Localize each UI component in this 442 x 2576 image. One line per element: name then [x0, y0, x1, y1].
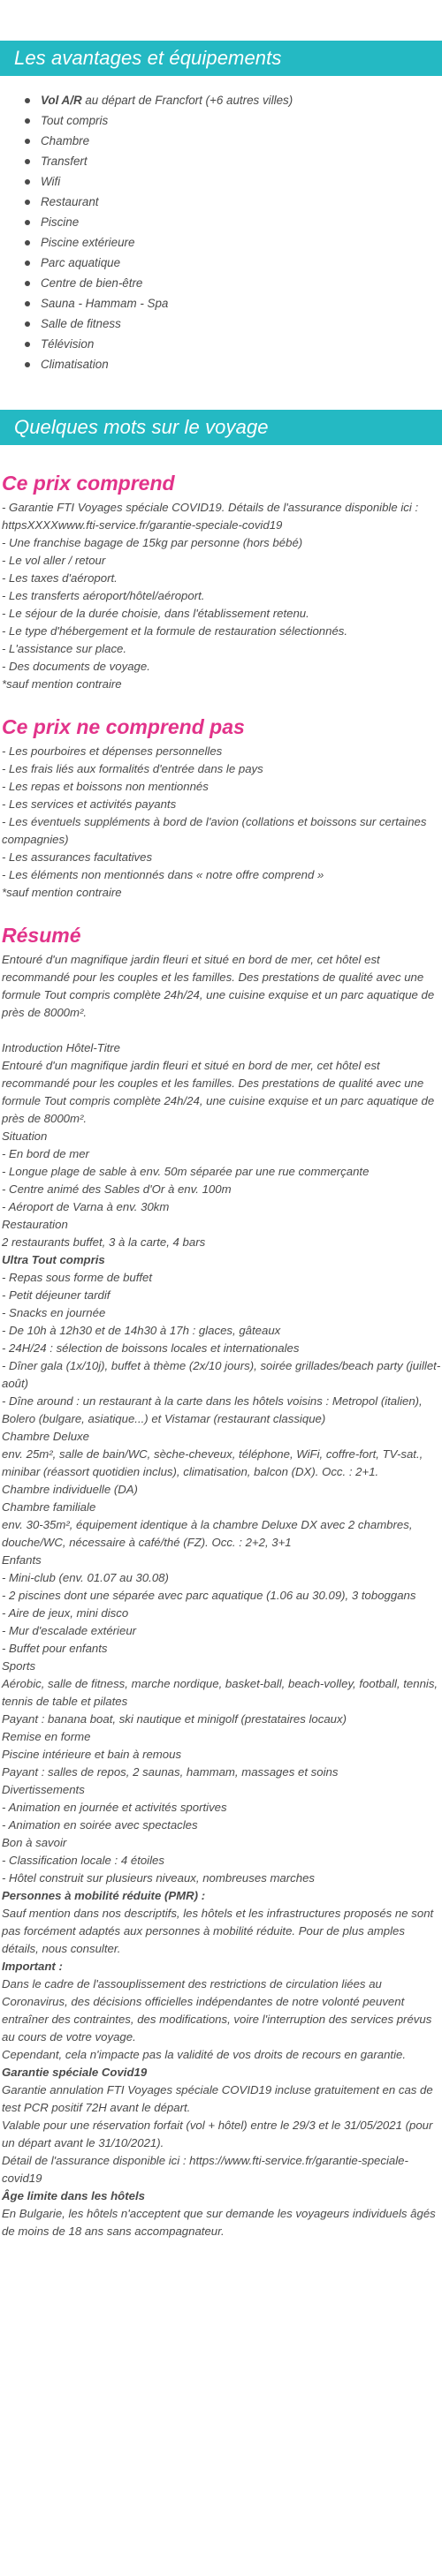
text-line: env. 25m², salle de bain/WC, sèche-cheveux, téléphone, WiFi, coffre-fort, TV-sat., minibar (réassort quotidien inclus), climatisation, balcon (DX). Occ. : 2+1. [2, 1447, 423, 1478]
text-line: - En bord de mer [2, 1147, 89, 1160]
text-line: Enfants [2, 1553, 42, 1567]
text-line: Entouré d'un magnifique jardin fleuri et situé en bord de mer, cet hôtel est recommandé pour les couples et les familles. Des prestations de qualité avec une formule Tout compris complète 24h/24, une cuisine exquise et un parc aquatique de près de 8000m². [2, 953, 435, 1019]
text-line: - Les transferts aéroport/hôtel/aéroport. [2, 589, 205, 602]
text-line: - Petit déjeuner tardif [2, 1288, 110, 1302]
text-line: env. 30-35m², équipement identique à la chambre Deluxe DX avec 2 chambres, douche/WC, nécessaire à café/thé (FZ). Occ. : 2+2, 3+1 [2, 1518, 413, 1549]
feature-item-strong: Vol A/R [41, 94, 82, 107]
text-line: - Les repas et boissons non mentionnés [2, 780, 209, 793]
feature-item [30, 354, 442, 374]
text-line: Ultra Tout compris [2, 1253, 105, 1266]
text-line: Garantie spéciale Covid19 [2, 2066, 148, 2079]
feature-item-label: Tout compris [41, 114, 109, 127]
feature-item [30, 151, 442, 171]
text-line: - Les taxes d'aéroport. [2, 571, 118, 585]
excluded-title: Ce prix ne comprend pas [2, 715, 245, 738]
excluded-lines [2, 743, 442, 902]
text-line: - Repas sous forme de buffet [2, 1271, 153, 1284]
feature-item [30, 171, 442, 192]
text-line: - Snacks en journée [2, 1306, 106, 1319]
feature-item-label: Télévision [41, 337, 95, 351]
feature-item [30, 334, 442, 354]
text-line: - 2 piscines dont une séparée avec parc aquatique (1.06 au 30.09), 3 toboggans [2, 1589, 416, 1602]
feature-item-label: Chambre [41, 134, 90, 147]
text-line: - Animation en soirée avec spectacles [2, 1818, 198, 1832]
text-line: Entouré d'un magnifique jardin fleuri et situé en bord de mer, cet hôtel est recommandé pour les couples et les familles. Des prestations de qualité avec une formule Tout compris complète 24h/24, une cuisine exquise et un parc aquatique de près de 8000m². [2, 1059, 435, 1125]
advantages-heading: Les avantages et équipements [0, 41, 442, 76]
text-line: Âge limite dans les hôtels [2, 2189, 145, 2202]
text-line: - L'assistance sur place. [2, 642, 127, 655]
text-line: - Animation en journée et activités sportives [2, 1801, 227, 1814]
resume-section [0, 923, 442, 2240]
words-heading: Quelques mots sur le voyage [0, 410, 442, 445]
text-line: *sauf mention contraire [2, 677, 122, 691]
feature-item-label: Climatisation [41, 358, 109, 371]
text-line: 2 restaurants buffet, 3 à la carte, 4 bars [2, 1235, 206, 1249]
text-line: - Dîne around : un restaurant à la carte dans les hôtels voisins : Metropol (italien), Bolero (bulgare, asiatique...) et Vistamar (restaurant classique) [2, 1394, 423, 1425]
advantages-list [0, 76, 442, 374]
text-line: - Garantie FTI Voyages spéciale COVID19. Détails de l'assurance disponible ici : httpsXXXXwww.fti-service.fr/garantie-speciale-covid19 [2, 501, 419, 532]
text-line: - Des documents de voyage. [2, 660, 150, 673]
text-line: - Une franchise bagage de 15kg par personne (hors bébé) [2, 536, 303, 549]
feature-item [30, 212, 442, 232]
text-line: Personnes à mobilité réduite (PMR) : [2, 1889, 206, 1902]
text-line: Divertissements [2, 1783, 85, 1796]
text-line: Cependant, cela n'impacte pas la validité de vos droits de recours en garantie. [2, 2048, 407, 2061]
text-line: - Aire de jeux, mini disco [2, 1606, 129, 1620]
text-line: - Le type d'hébergement et la formule de restauration sélectionnés. [2, 624, 348, 638]
feature-item-label: Piscine extérieure [41, 236, 135, 249]
feature-item [30, 293, 442, 314]
feature-item-label: Transfert [41, 155, 88, 168]
feature-item [30, 192, 442, 212]
text-line: - 24H/24 : sélection de boissons locales et internationales [2, 1341, 300, 1355]
feature-item-label: Sauna - Hammam - Spa [41, 297, 169, 310]
feature-item [30, 253, 442, 273]
feature-item-label: Restaurant [41, 195, 99, 208]
text-line: Remise en forme [2, 1730, 91, 1743]
text-line: Introduction Hôtel-Titre [2, 1041, 121, 1054]
feature-item-label: Parc aquatique [41, 256, 121, 269]
text-line: - Buffet pour enfants [2, 1642, 108, 1655]
resume-title: Résumé [2, 924, 81, 947]
text-line: - Mini-club (env. 01.07 au 30.08) [2, 1571, 169, 1584]
resume-lines [2, 951, 442, 2240]
text-line: - Les services et activités payants [2, 797, 177, 811]
text-line: Garantie annulation FTI Voyages spéciale COVID19 incluse gratuitement en cas de test PCR positif 72H avant le départ. [2, 2083, 433, 2114]
feature-item-label: Centre de bien-être [41, 276, 143, 290]
text-line: - Longue plage de sable à env. 50m séparée par une rue commerçante [2, 1165, 370, 1178]
text-line: Important : [2, 1960, 63, 1973]
feature-item [30, 110, 442, 131]
text-line: Payant : banana boat, ski nautique et minigolf (prestataires locaux) [2, 1712, 347, 1726]
feature-item [30, 232, 442, 253]
text-line: - Aéroport de Varna à env. 30km [2, 1200, 170, 1213]
text-line: - Les frais liés aux formalités d'entrée dans le pays [2, 762, 263, 775]
text-line: - Mur d'escalade extérieur [2, 1624, 137, 1637]
text-line: - De 10h à 12h30 et de 14h30 à 17h : glaces, gâteaux [2, 1324, 281, 1337]
feature-item-label: au départ de Francfort (+6 autres villes) [81, 94, 293, 107]
text-line: - Le vol aller / retour [2, 554, 106, 567]
feature-item [30, 90, 442, 110]
text-line: Restauration [2, 1218, 68, 1231]
text-line: - Classification locale : 4 étoiles [2, 1854, 164, 1867]
feature-item [30, 273, 442, 293]
text-line: - Dîner gala (1x/10j), buffet à thème (2x/10 jours), soirée grillades/beach party (juillet-août) [2, 1359, 441, 1390]
feature-item-label: Piscine [41, 215, 80, 229]
feature-item [30, 131, 442, 151]
text-line: Détail de l'assurance disponible ici : https://www.fti-service.fr/garantie-speciale-covid19 [2, 2154, 408, 2185]
included-lines [2, 499, 442, 693]
included-section [0, 471, 442, 693]
text-line: *sauf mention contraire [2, 886, 122, 899]
text-line: Chambre familiale [2, 1500, 96, 1514]
text-line: Piscine intérieure et bain à remous [2, 1748, 182, 1761]
text-line: Chambre Deluxe [2, 1430, 89, 1443]
text-line: Sauf mention dans nos descriptifs, les hôtels et les infrastructures proposés ne sont pas forcément adaptés aux personnes à mobilité réduite. Pour de plus amples détails, nous consulter. [2, 1907, 434, 1955]
text-line: En Bulgarie, les hôtels n'acceptent que sur demande les voyageurs individuels âgés de moins de 18 ans sans accompagnateur. [2, 2207, 436, 2238]
text-line: Payant : salles de repos, 2 saunas, hammam, massages et soins [2, 1765, 339, 1779]
text-line: - Les éventuels suppléments à bord de l'avion (collations et boissons sur certaines compagnies) [2, 815, 427, 846]
text-line: - Le séjour de la durée choisie, dans l'établissement retenu. [2, 607, 309, 620]
text-line: Bon à savoir [2, 1836, 67, 1849]
text-line: - Centre animé des Sables d'Or à env. 100m [2, 1182, 232, 1196]
feature-item-label: Wifi [41, 175, 61, 188]
text-line: Chambre individuelle (DA) [2, 1483, 138, 1496]
feature-item-label: Salle de fitness [41, 317, 121, 330]
text-line: - Hôtel construit sur plusieurs niveaux, nombreuses marches [2, 1871, 316, 1885]
text-line: Dans le cadre de l'assouplissement des restrictions de circulation liées au Coronavirus, des décisions officielles indépendantes de notre volonté peuvent entraîner des contraintes, des modifications, voire l'interruption des services prévus au cours de votre voyage. [2, 1977, 432, 2043]
text-line: Sports [2, 1659, 36, 1673]
text-line: - Les assurances facultatives [2, 850, 153, 864]
feature-item [30, 314, 442, 334]
text-line: Situation [2, 1129, 48, 1143]
excluded-section [0, 714, 442, 902]
text-line: - Les éléments non mentionnés dans « notre offre comprend » [2, 868, 324, 881]
included-title: Ce prix comprend [2, 472, 175, 495]
text-line: Aérobic, salle de fitness, marche nordique, basket-ball, beach-volley, football, tennis, tennis de table et pilates [2, 1677, 438, 1708]
text-line [2, 1022, 442, 1039]
text-line: - Les pourboires et dépenses personnelles [2, 744, 223, 758]
text-line: Valable pour une réservation forfait (vol + hôtel) entre le 29/3 et le 31/05/2021 (pour un départ avant le 31/10/2021). [2, 2119, 433, 2149]
